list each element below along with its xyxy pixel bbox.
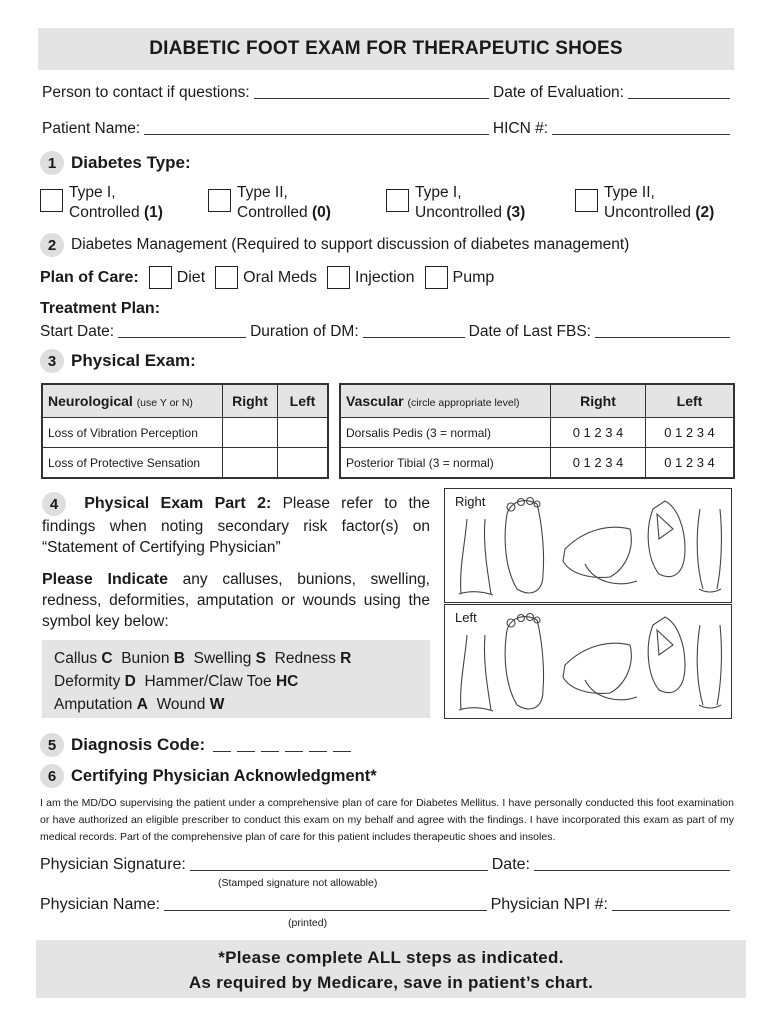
- checkbox[interactable]: [386, 189, 409, 212]
- neuro-left-cell[interactable]: [278, 418, 328, 448]
- section-3-heading: 3 Physical Exam:: [40, 349, 196, 373]
- footer-line-2: As required by Medicare, save in patient’s chart.: [188, 973, 594, 992]
- tibial-left-scale[interactable]: 0 1 2 3 4: [646, 448, 734, 478]
- table-row: Loss of Vibration Perception: [43, 418, 328, 448]
- plan-of-care-row: Plan of Care: Diet Oral Meds Injection Pump: [40, 266, 494, 289]
- evaluation-date-input[interactable]: [628, 85, 730, 99]
- section-5-heading: 5 Diagnosis Code:: [40, 733, 351, 757]
- section-title: Diabetes Management (Required to support discussion of diabetes management): [71, 236, 630, 253]
- section-title: Diabetes Type:: [71, 153, 191, 172]
- patient-line: [42, 120, 734, 138]
- neuro-left-cell[interactable]: [278, 448, 328, 478]
- diabetes-type-option[interactable]: Type II, Controlled (0): [208, 183, 331, 223]
- signature-line: Physician Signature: Date:: [40, 856, 734, 874]
- diagnosis-code-input[interactable]: [213, 738, 351, 752]
- evaluation-date-label: Date of Evaluation:: [493, 84, 624, 101]
- section-number: 2: [40, 233, 64, 257]
- foot-outline-icon: [445, 605, 733, 720]
- hicn-label: HICN #:: [492, 120, 548, 137]
- left-foot-label: Left: [455, 610, 477, 625]
- duration-input[interactable]: [363, 324, 465, 338]
- dorsalis-left-scale[interactable]: 0 1 2 3 4: [646, 418, 734, 448]
- checkbox[interactable]: [425, 266, 448, 289]
- treatment-dates-line: Start Date: Duration of DM: Date of Last FBS:: [40, 323, 734, 341]
- form-title-bar: [38, 28, 734, 70]
- neuro-right-cell[interactable]: [223, 448, 278, 478]
- left-foot-diagram[interactable]: [444, 604, 732, 719]
- hicn-input[interactable]: [552, 121, 730, 135]
- npi-input[interactable]: [612, 897, 730, 911]
- diabetes-type-option[interactable]: Type II, Uncontrolled (2): [575, 183, 714, 223]
- section-number: 3: [40, 349, 64, 373]
- vascular-table: Vascular (circle appropriate level) Right Left Dorsalis Pedis (3 = normal) 0 1 2 3 4 0 1 2 3 4 Posterior Tibial (3 = normal) 0 1 2 3 4 0 1 2 3 4: [339, 383, 735, 479]
- signature-note: (Stamped signature not allowable): [218, 877, 378, 889]
- section-4-text: 4 Physical Exam Part 2: Please refer to the findings when noting secondary risk factor(s) on “Statement of Certifying Physician”: [42, 492, 430, 558]
- diabetes-type-option[interactable]: Type I, Controlled (1): [40, 183, 163, 223]
- patient-name-input[interactable]: [144, 121, 489, 135]
- table-row: Loss of Protective Sensation: [43, 448, 328, 478]
- diabetes-type-option[interactable]: Type I, Uncontrolled (3): [386, 183, 525, 223]
- section-number: 6: [40, 764, 64, 788]
- plan-of-care-label: Plan of Care:: [40, 268, 139, 286]
- checkbox[interactable]: [208, 189, 231, 212]
- neurological-table: Neurological (use Y or N) Right Left Loss of Vibration Perception Loss of Protective Sensation: [41, 383, 329, 479]
- last-fbs-input[interactable]: [595, 324, 730, 338]
- indicate-text: Please Indicate any calluses, bunions, swelling, redness, deformities, amputation or wounds using the symbol key below:: [42, 571, 430, 630]
- symbol-key: Callus C Bunion B Swelling S Redness R Deformity D Hammer/Claw Toe HC Amputation A Wound W: [42, 640, 430, 718]
- footer-notice: [36, 940, 746, 998]
- form-title: DIABETIC FOOT EXAM FOR THERAPEUTIC SHOES: [149, 38, 623, 59]
- section-number: 1: [40, 151, 64, 175]
- checkbox[interactable]: [327, 266, 350, 289]
- section-1-heading: [40, 151, 191, 175]
- acknowledgment-text: I am the MD/DO supervising the patient under a comprehensive plan of care for Diabetes Mellitus. I have personally conducted this foot examination or have authorized an eligible prescriber to conduct this exam on my behalf and agree with the findings. I have incorporated this exam as part of my medical records. Part of the comprehensive plan of care for this patient includes therapeutic shoes and insoles.: [40, 797, 734, 843]
- checkbox[interactable]: [149, 266, 172, 289]
- section-number: 5: [40, 733, 64, 757]
- neuro-right-cell[interactable]: [223, 418, 278, 448]
- contact-line: [42, 84, 734, 102]
- right-foot-label: Right: [455, 494, 486, 509]
- dorsalis-right-scale[interactable]: 0 1 2 3 4: [551, 418, 646, 448]
- printed-note: (printed): [288, 917, 328, 929]
- physician-name-line: Physician Name: Physician NPI #:: [40, 896, 734, 914]
- contact-label: Person to contact if questions:: [42, 84, 250, 101]
- table-row: Posterior Tibial (3 = normal) 0 1 2 3 4 0 1 2 3 4: [341, 448, 734, 478]
- footer-line-1: *Please complete ALL steps as indicated.: [218, 948, 564, 967]
- signature-date-input[interactable]: [534, 857, 730, 871]
- physician-name-input[interactable]: [164, 897, 487, 911]
- section-number: 4: [42, 492, 66, 516]
- right-foot-diagram[interactable]: [444, 488, 732, 603]
- signature-input[interactable]: [190, 857, 488, 871]
- checkbox[interactable]: [575, 189, 598, 212]
- start-date-input[interactable]: [118, 324, 246, 338]
- section-6-heading: 6 Certifying Physician Acknowledgment*: [40, 764, 377, 788]
- checkbox[interactable]: [215, 266, 238, 289]
- foot-outline-icon: [445, 489, 733, 604]
- tibial-right-scale[interactable]: 0 1 2 3 4: [551, 448, 646, 478]
- patient-name-label: Patient Name:: [42, 120, 141, 137]
- treatment-plan-label: Treatment Plan:: [40, 300, 161, 317]
- checkbox[interactable]: [40, 189, 63, 212]
- table-row: Dorsalis Pedis (3 = normal) 0 1 2 3 4 0 1 2 3 4: [341, 418, 734, 448]
- contact-input[interactable]: [254, 85, 489, 99]
- section-2-heading: [40, 233, 629, 257]
